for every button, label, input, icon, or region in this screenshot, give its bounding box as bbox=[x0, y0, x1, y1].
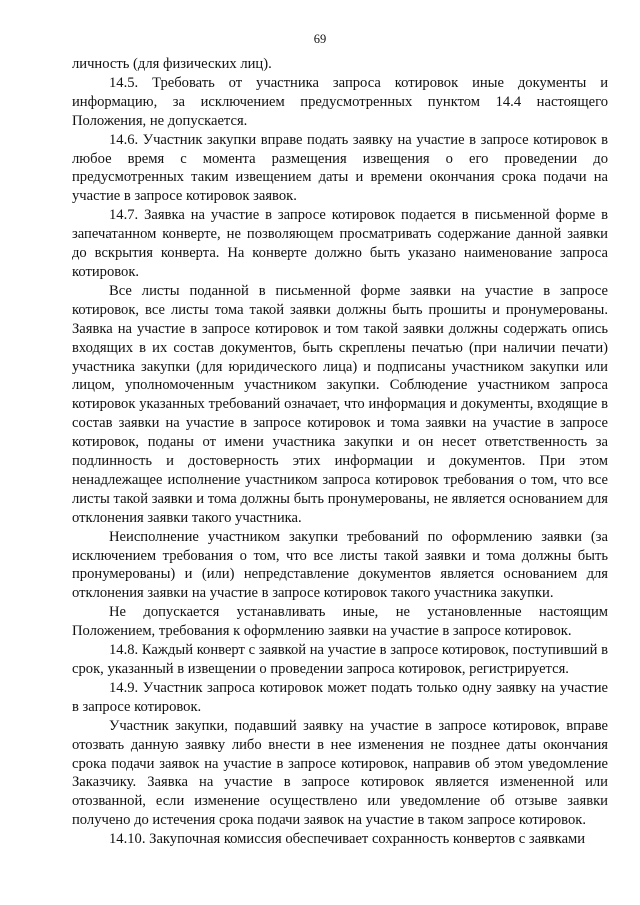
paragraph-continuation: личность (для физических лиц). bbox=[72, 56, 272, 72]
paragraph-14-6: 14.6. Участник закупки вправе подать заявку на участие в запросе котировок в любое время с момента размещения извещения о его проведении до предусмотренных таким извещением даты и времени окончания срока подачи на участие в запросе котировок заявок. bbox=[72, 131, 608, 205]
paragraph-no-other-requirements: Не допускается устанавливать иные, не установленные настоящим Положением, требования к оформлению заявки на участие в запросе котировок. bbox=[72, 604, 608, 640]
paragraph-withdrawal: Участник закупки, подавший заявку на участие в запросе котировок, вправе отозвать данную заявку либо внести в нее изменения не позднее даты окончания срока подачи заявок на участие в запросе котировок, направив об этом уведомление Заказчику. Заявка на участие в запросе котировок является измененной или отозванной, если изменение осуществлено или уведомление об отзыве заявки получено до истечения срока подачи заявок на участие в таком запросе котировок. bbox=[72, 717, 608, 829]
paragraph-14-10: 14.10. Закупочная комиссия обеспечивает сохранность конвертов с заявками bbox=[109, 831, 586, 848]
paragraph-sheets-numbering: Все листы поданной в письменной форме заявки на участие в запросе котировок, все листы тома такой заявки должны быть прошиты и пронумерованы. Заявка на участие в запросе котировок и том такой заявки должны содержать опись входящих в их состав документов, быть скреплены печатью (при наличии печати) участника закупки (для юридического лица) и подписаны участником закупки или лицом, уполномоченным участником закупки. Соблюдение участником запроса котировок указанных требований означает, что информация и документы, входящие в состав заявки на участие в запросе котировок и тома заявки на участие в запросе котировок, поданы от имени участника закупки и он несет ответственность за подлинность и достоверность этих информации и документов. При этом ненадлежащее исполнение участником запроса котировок требования о том, что все листы такой заявки и тома должны быть пронумерованы, не является основанием для отклонения заявки такого участника. bbox=[72, 282, 608, 526]
document-body bbox=[72, 55, 608, 849]
paragraph-14-9: 14.9. Участник запроса котировок может подать только одну заявку на участие в запросе котировок. bbox=[72, 679, 608, 715]
paragraph-non-compliance: Неисполнение участником закупки требований по оформлению заявки (за исключением требования о том, что все листы такой заявки и тома должны быть пронумерованы) и (или) непредставление документов является основанием для отклонения заявки на участие в запросе котировок такого участника закупки. bbox=[72, 528, 608, 602]
page-number: 69 bbox=[313, 32, 327, 46]
paragraph-14-7: 14.7. Заявка на участие в запросе котировок подается в письменной форме в запечатанном конверте, не позволяющем просматривать содержание данной заявки до вскрытия конверта. На конверте должно быть указано наименование запроса котировок. bbox=[72, 207, 608, 280]
paragraph-14-5: 14.5. Требовать от участника запроса котировок иные документы и информацию, за исключением предусмотренных пунктом 14.4 настоящего Положения, не допускается. bbox=[72, 74, 608, 129]
paragraph-14-8: 14.8. Каждый конверт с заявкой на участие в запросе котировок, поступивший в срок, указанный в извещении о проведении запроса котировок, регистрируется. bbox=[72, 642, 608, 677]
